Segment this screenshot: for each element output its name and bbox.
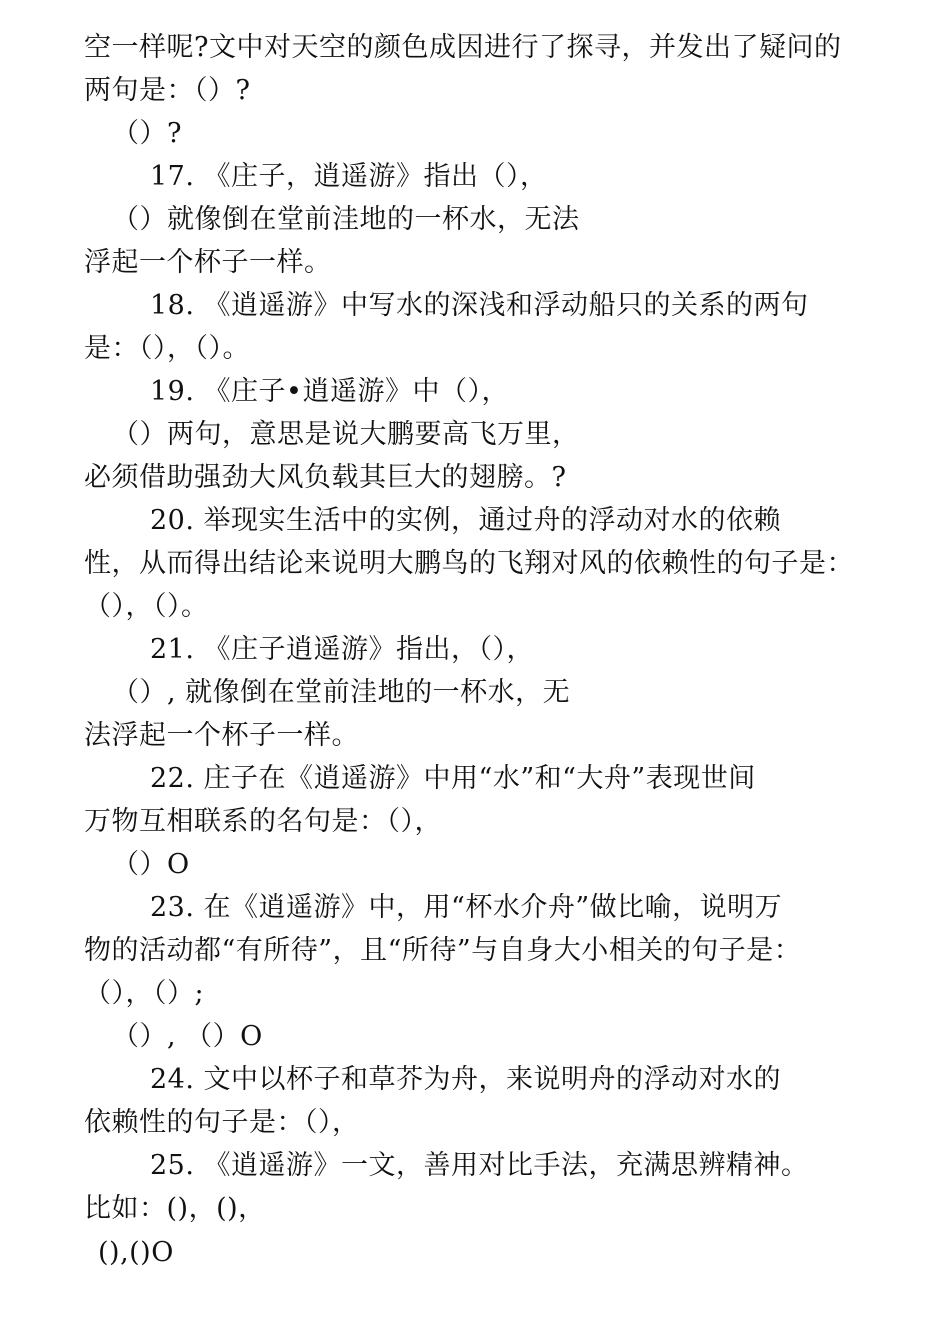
text-line: 比如：()，()， — [84, 1193, 266, 1224]
question-22: 22. 庄子在《逍遥游》中用“水”和“大舟”表现世间 — [150, 763, 756, 794]
question-24: 24. 文中以杯子和草芥为舟，来说明舟的浮动对水的 — [150, 1064, 782, 1095]
text-line: 依赖性的句子是：（）， — [84, 1107, 360, 1138]
text-line: 两句是：（）? — [84, 75, 251, 106]
text-line: 浮起一个杯子一样。 — [84, 247, 332, 278]
text-line: （）两句，意思是说大鹏要高飞万里， — [112, 419, 580, 450]
text-line: （）O — [112, 849, 190, 880]
text-line: 万物互相联系的名句是：（）， — [84, 806, 442, 837]
question-19: 19. 《庄子•逍遥游》中（）， — [150, 376, 509, 407]
text-line: （）? — [112, 118, 182, 149]
text-line: （）, 就像倒在堂前洼地的一杯水，无 — [112, 677, 571, 708]
text-line: 必须借助强劲大风负载其巨大的翅膀。? — [84, 462, 567, 493]
text-line: 物的活动都“有所待”，且“所待”与自身大小相关的句子是： — [84, 935, 802, 966]
question-17: 17. 《庄子，逍遥游》指出（）， — [150, 161, 548, 192]
text-line: （）, （）O — [112, 1021, 263, 1052]
question-20: 20. 举现实生活中的实例，通过舟的浮动对水的依赖 — [150, 505, 782, 536]
text-line: （），（）; — [84, 978, 205, 1009]
text-line: （）就像倒在堂前洼地的一杯水，无法 — [112, 204, 580, 235]
text-line: 性，从而得出结论来说明大鹏鸟的飞翔对风的依赖性的句子是： — [84, 548, 854, 579]
text-line: 法浮起一个杯子一样。 — [84, 720, 359, 751]
text-line: (),()O — [98, 1237, 174, 1268]
text-line: 是：（），（）。 — [84, 333, 250, 364]
text-line: 空一样呢?文中对天空的颜色成因进行了探寻，并发出了疑问的 — [84, 32, 842, 63]
text-line: （），（）。 — [84, 591, 209, 622]
question-23: 23. 在《逍遥游》中，用“杯水介舟”做比喻，说明万 — [150, 892, 783, 923]
question-25: 25. 《逍遥游》一文，善用对比手法，充满思辨精神。 — [150, 1150, 809, 1181]
question-21: 21. 《庄子逍遥游》指出，（）， — [150, 634, 535, 665]
question-18: 18. 《逍遥游》中写水的深浅和浮动船只的关系的两句 — [150, 290, 809, 321]
